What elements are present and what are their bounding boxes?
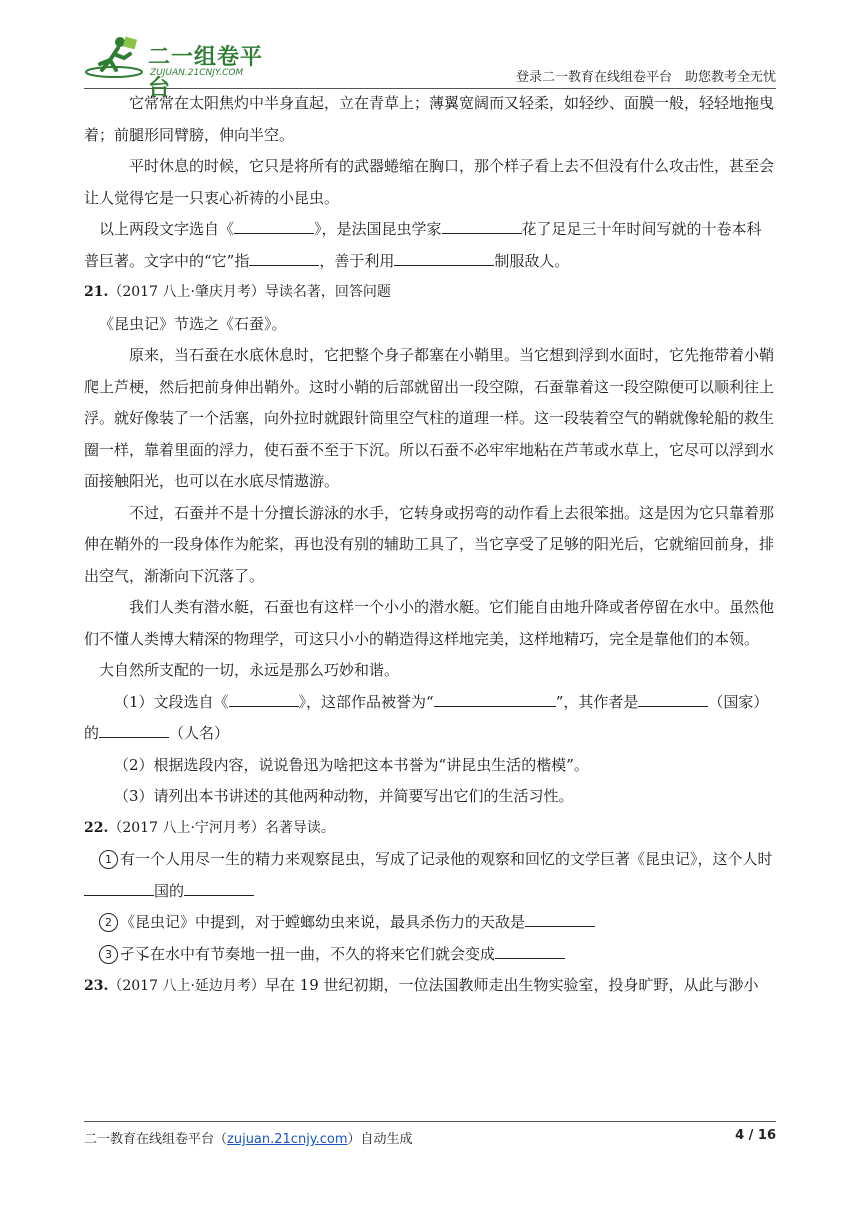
text: （国家）的 bbox=[84, 692, 769, 742]
document-body bbox=[84, 88, 776, 1003]
text: 以上两段文字选自《 bbox=[99, 220, 235, 238]
circled-number: 3 bbox=[99, 945, 118, 964]
question-source: （2017 八上·宁河月考） bbox=[108, 819, 265, 836]
q22-item-1 bbox=[84, 844, 776, 907]
q22-item-3 bbox=[84, 939, 776, 971]
answer-blank[interactable] bbox=[495, 942, 565, 959]
passage1-paragraph-1: 它常常在太阳焦灼中半身直起，立在青草上；薄翼宽阔而又轻柔，如轻纱、面膜一般，轻轻地拖曳着；前腿形同臂膀，伸向半空。 bbox=[84, 94, 775, 144]
question-prompt: 名著导读。 bbox=[264, 819, 335, 836]
q21-subquestion-1 bbox=[84, 687, 776, 750]
answer-blank[interactable] bbox=[394, 249, 494, 266]
question-number: 22. bbox=[84, 819, 109, 836]
answer-blank[interactable] bbox=[229, 690, 299, 707]
footer-link[interactable]: zujuan.21cnjy.com bbox=[227, 1132, 348, 1147]
page-footer bbox=[84, 1121, 776, 1146]
header-slogan: 登录二一教育在线组卷平台 助您教考全无忧 bbox=[515, 70, 776, 85]
answer-blank[interactable] bbox=[184, 879, 254, 896]
logo-title: 二一组卷平台 bbox=[148, 45, 264, 101]
text: 《昆虫记》中提到，对于螳螂幼虫来说，最具杀伤力的天敌是 bbox=[120, 913, 526, 931]
text: ）自动生成 bbox=[347, 1132, 413, 1147]
text: 国的 bbox=[154, 881, 185, 900]
site-logo[interactable] bbox=[84, 30, 284, 101]
page-number: 4 / 16 bbox=[735, 1128, 776, 1143]
answer-blank[interactable] bbox=[525, 910, 595, 927]
question-22-header bbox=[84, 813, 776, 845]
page-header bbox=[84, 30, 776, 101]
answer-blank[interactable] bbox=[638, 690, 708, 707]
passage1-paragraph-2: 平时休息的时候，它只是将所有的武器蜷缩在胸口，那个样子看上去不但没有什么攻击性，甚至会让人觉得它是一只衷心祈祷的小昆虫。 bbox=[84, 157, 775, 207]
q21-subquestion-2: （2）根据选段内容，说说鲁迅为啥把这本书誉为“讲昆虫生活的楷模”。 bbox=[114, 755, 589, 774]
question-number: 21. bbox=[84, 284, 109, 300]
footer-generated-by bbox=[84, 1128, 413, 1147]
passage1-question bbox=[84, 214, 776, 277]
excerpt-title: 《昆虫记》节选之《石蚕》。 bbox=[99, 314, 287, 333]
text: 》，是法国昆虫学家 bbox=[314, 220, 442, 238]
text: 二一教育在线组卷平台（ bbox=[84, 1132, 228, 1147]
text: ，善于利用 bbox=[319, 251, 395, 270]
question-text: 早在 19 世纪初期，一位法国教师走出生物实验室，投身旷野，从此与渺小 bbox=[264, 976, 759, 994]
text: 》，这部作品被誉为“ bbox=[298, 692, 434, 711]
logo-subtitle: ZUJUAN.21CNJY.COM bbox=[150, 68, 244, 78]
answer-blank[interactable] bbox=[442, 217, 522, 234]
text: 制服敌人。 bbox=[494, 251, 570, 270]
q21-paragraph-3: 我们人类有潜水艇，石蚕也有这样一个小小的潜水艇。它们能自由地升降或者停留在水中。虽然他们不懂人类博大精深的物理学，可这只小小的鞘造得这样地完美，这样地精巧，完全是靠他们的本领。 bbox=[84, 598, 775, 648]
q21-paragraph-2: 不过，石蚕并不是十分擅长游泳的水手，它转身或拐弯的动作看上去很笨拙。这是因为它只靠着那伸在鞘外的一段身体作为舵桨，再也没有别的辅助工具了，当它享受了足够的阳光后，它就缩回前身，排出空气，渐渐向下沉落了。 bbox=[84, 503, 775, 585]
circled-number: 1 bbox=[99, 850, 118, 869]
question-source: （2017 八上·肇庆月考） bbox=[108, 284, 265, 300]
answer-blank[interactable] bbox=[434, 690, 556, 707]
question-source: （2017 八上·延边月考） bbox=[108, 978, 265, 994]
runner-logo-icon bbox=[84, 34, 144, 80]
question-23-header bbox=[84, 970, 776, 1003]
answer-blank[interactable] bbox=[234, 217, 314, 234]
q22-item-2 bbox=[84, 907, 776, 939]
text: ”，其作者是 bbox=[555, 692, 639, 711]
question-number: 23. bbox=[84, 978, 109, 994]
circled-number: 2 bbox=[99, 913, 118, 932]
text: （人名） bbox=[169, 724, 230, 742]
answer-blank[interactable] bbox=[249, 249, 319, 266]
text: 孑孓在水中有节奏地一扭一曲，不久的将来它们就会变成 bbox=[120, 944, 496, 963]
text: （1）文段选自《 bbox=[114, 692, 229, 711]
answer-blank[interactable] bbox=[99, 721, 169, 738]
q21-subquestion-3: （3）请列出本书讲述的其他两种动物，并简要写出它们的生活习性。 bbox=[114, 787, 574, 805]
text: 有一个人用尽一生的精力来观察昆虫，写成了记录他的观察和回忆的文学巨著《昆虫记》，这个人时 bbox=[120, 850, 773, 868]
question-prompt: 导读名著，回答问题 bbox=[264, 284, 391, 300]
text: 花了足足三十年时间写就的十卷本科普巨著。文字中的“它”指 bbox=[84, 220, 762, 270]
q21-paragraph-4: 大自然所支配的一切，永远是那么巧妙和谐。 bbox=[99, 661, 400, 679]
question-21-header bbox=[84, 277, 776, 309]
answer-blank[interactable] bbox=[84, 879, 154, 896]
q21-paragraph-1: 原来，当石蚕在水底休息时，它把整个身子都塞在小鞘里。当它想到浮到水面时，它先拖带着小鞘爬上芦梗，然后把前身伸出鞘外。这时小鞘的后部就留出一段空隙，石蚕靠着这一段空隙便可以顺利往上浮。就好像装了一个活塞，向外拉时就跟针筒里空气柱的道理一样。这一段装着空气的鞘就像轮船的救生圈一样，靠着里面的浮力，使石蚕不至于下沉。所以石蚕不必牢牢地粘在芦苇或水草上，它尽可以浮到水面接触阳光，也可以在水底尽情遨游。 bbox=[84, 346, 775, 490]
